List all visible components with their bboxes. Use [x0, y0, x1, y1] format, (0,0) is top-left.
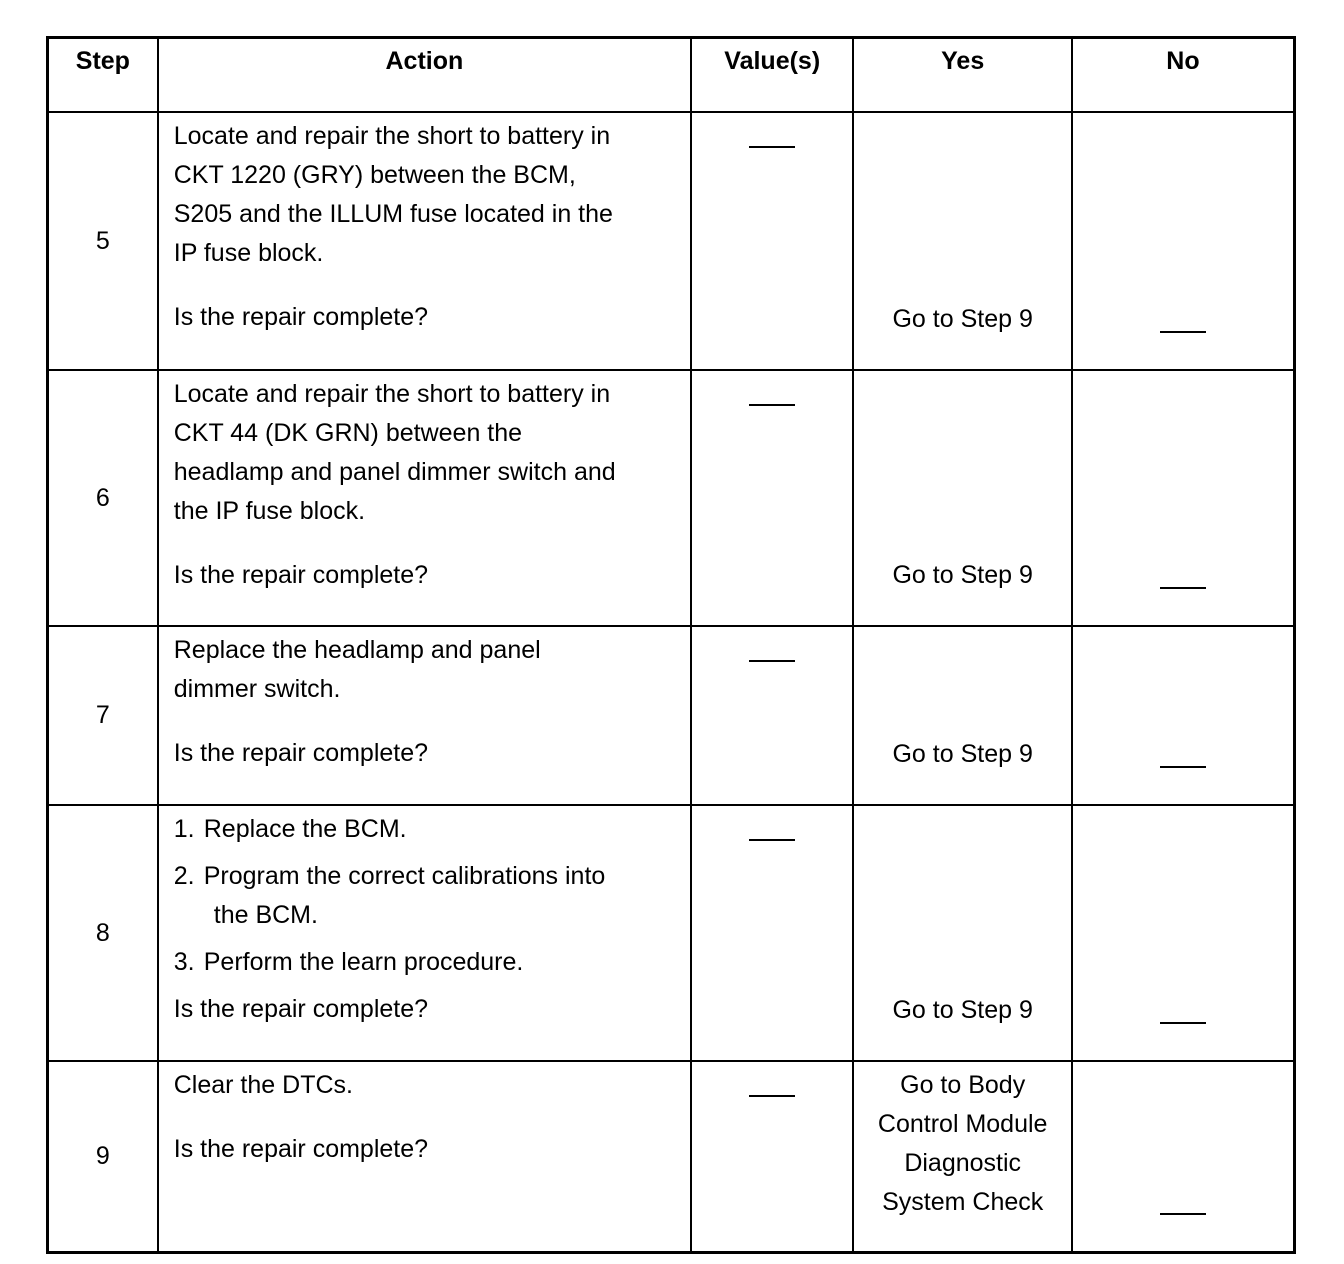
action-step-list: [174, 810, 678, 982]
step-number: 8: [48, 805, 158, 1061]
no-blank: [1160, 1022, 1206, 1024]
yes-cell: [853, 370, 1072, 626]
no-cell: [1072, 805, 1295, 1061]
table-row: [48, 1061, 1295, 1253]
action-text: S205 and the ILLUM fuse located in the: [173, 200, 613, 228]
action-text: Locate and repair the short to battery in: [173, 380, 611, 408]
step-number: 5: [48, 112, 158, 370]
table-row: [48, 626, 1295, 805]
action-text: Replace the headlamp and panel: [173, 636, 541, 664]
list-item-text: Program the correct calibrations into: [203, 862, 606, 890]
yes-result-line: Go to Body: [900, 1071, 1026, 1099]
list-item-number: 3.: [173, 948, 195, 976]
step-number: 9: [48, 1061, 158, 1253]
value-cell: [691, 805, 853, 1061]
list-item-number: 2.: [173, 862, 195, 890]
action-question: Is the repair complete?: [173, 561, 429, 589]
action-text: the IP fuse block.: [173, 497, 366, 525]
action-text: CKT 1220 (GRY) between the BCM,: [173, 161, 576, 189]
action-question: Is the repair complete?: [173, 303, 429, 331]
header-yes: Yes: [853, 38, 1072, 113]
value-cell: [691, 370, 853, 626]
yes-cell: [853, 1061, 1072, 1253]
value-blank: [749, 839, 795, 841]
yes-result: Go to Step 9: [892, 561, 1033, 589]
diagnostic-table: [46, 36, 1296, 1254]
value-blank: [749, 1095, 795, 1097]
action-question: Is the repair complete?: [173, 1135, 429, 1163]
action-text: dimmer switch.: [173, 675, 341, 703]
yes-cell: [853, 805, 1072, 1061]
action-text: Locate and repair the short to battery in: [173, 122, 611, 150]
action-cell: [158, 805, 691, 1061]
action-cell: [158, 112, 691, 370]
value-blank: [749, 404, 795, 406]
value-blank: [749, 146, 795, 148]
no-blank: [1160, 1213, 1206, 1215]
header-values: Value(s): [691, 38, 853, 113]
value-cell: [691, 112, 853, 370]
value-cell: [691, 1061, 853, 1253]
no-blank: [1160, 587, 1206, 589]
list-item-text: Perform the learn procedure.: [203, 948, 524, 976]
header-row: [48, 38, 1295, 113]
value-cell: [691, 626, 853, 805]
no-cell: [1072, 370, 1295, 626]
yes-result: [854, 1062, 1071, 1222]
action-question: Is the repair complete?: [173, 995, 429, 1023]
value-blank: [749, 660, 795, 662]
action-text: Clear the DTCs.: [173, 1071, 353, 1099]
no-cell: [1072, 626, 1295, 805]
list-item: [174, 810, 678, 849]
list-item: [174, 943, 678, 982]
yes-cell: [853, 626, 1072, 805]
no-blank: [1160, 766, 1206, 768]
list-item-number: 1.: [173, 815, 195, 843]
step-number: 7: [48, 626, 158, 805]
action-text: CKT 44 (DK GRN) between the: [173, 419, 523, 447]
action-question: Is the repair complete?: [173, 739, 429, 767]
header-step: Step: [48, 38, 158, 113]
yes-result: Go to Step 9: [892, 305, 1033, 333]
action-text: headlamp and panel dimmer switch and: [173, 458, 616, 486]
yes-result-line: System Check: [882, 1188, 1044, 1216]
action-cell: [158, 626, 691, 805]
header-no: No: [1072, 38, 1295, 113]
action-text: IP fuse block.: [173, 239, 324, 267]
table-row: [48, 112, 1295, 370]
yes-result: Go to Step 9: [892, 740, 1033, 768]
no-cell: [1072, 112, 1295, 370]
no-blank: [1160, 331, 1206, 333]
table-row: [48, 805, 1295, 1061]
yes-result-line: Control Module: [877, 1110, 1048, 1138]
yes-result: Go to Step 9: [892, 996, 1033, 1024]
yes-cell: [853, 112, 1072, 370]
header-action: Action: [158, 38, 691, 113]
yes-result-line: Diagnostic: [904, 1149, 1022, 1177]
action-cell: [158, 1061, 691, 1253]
no-cell: [1072, 1061, 1295, 1253]
list-item-text: the BCM.: [213, 901, 318, 929]
list-item-text: Replace the BCM.: [203, 815, 407, 843]
step-number: 6: [48, 370, 158, 626]
action-cell: [158, 370, 691, 626]
table-row: [48, 370, 1295, 626]
list-item: [174, 857, 678, 935]
